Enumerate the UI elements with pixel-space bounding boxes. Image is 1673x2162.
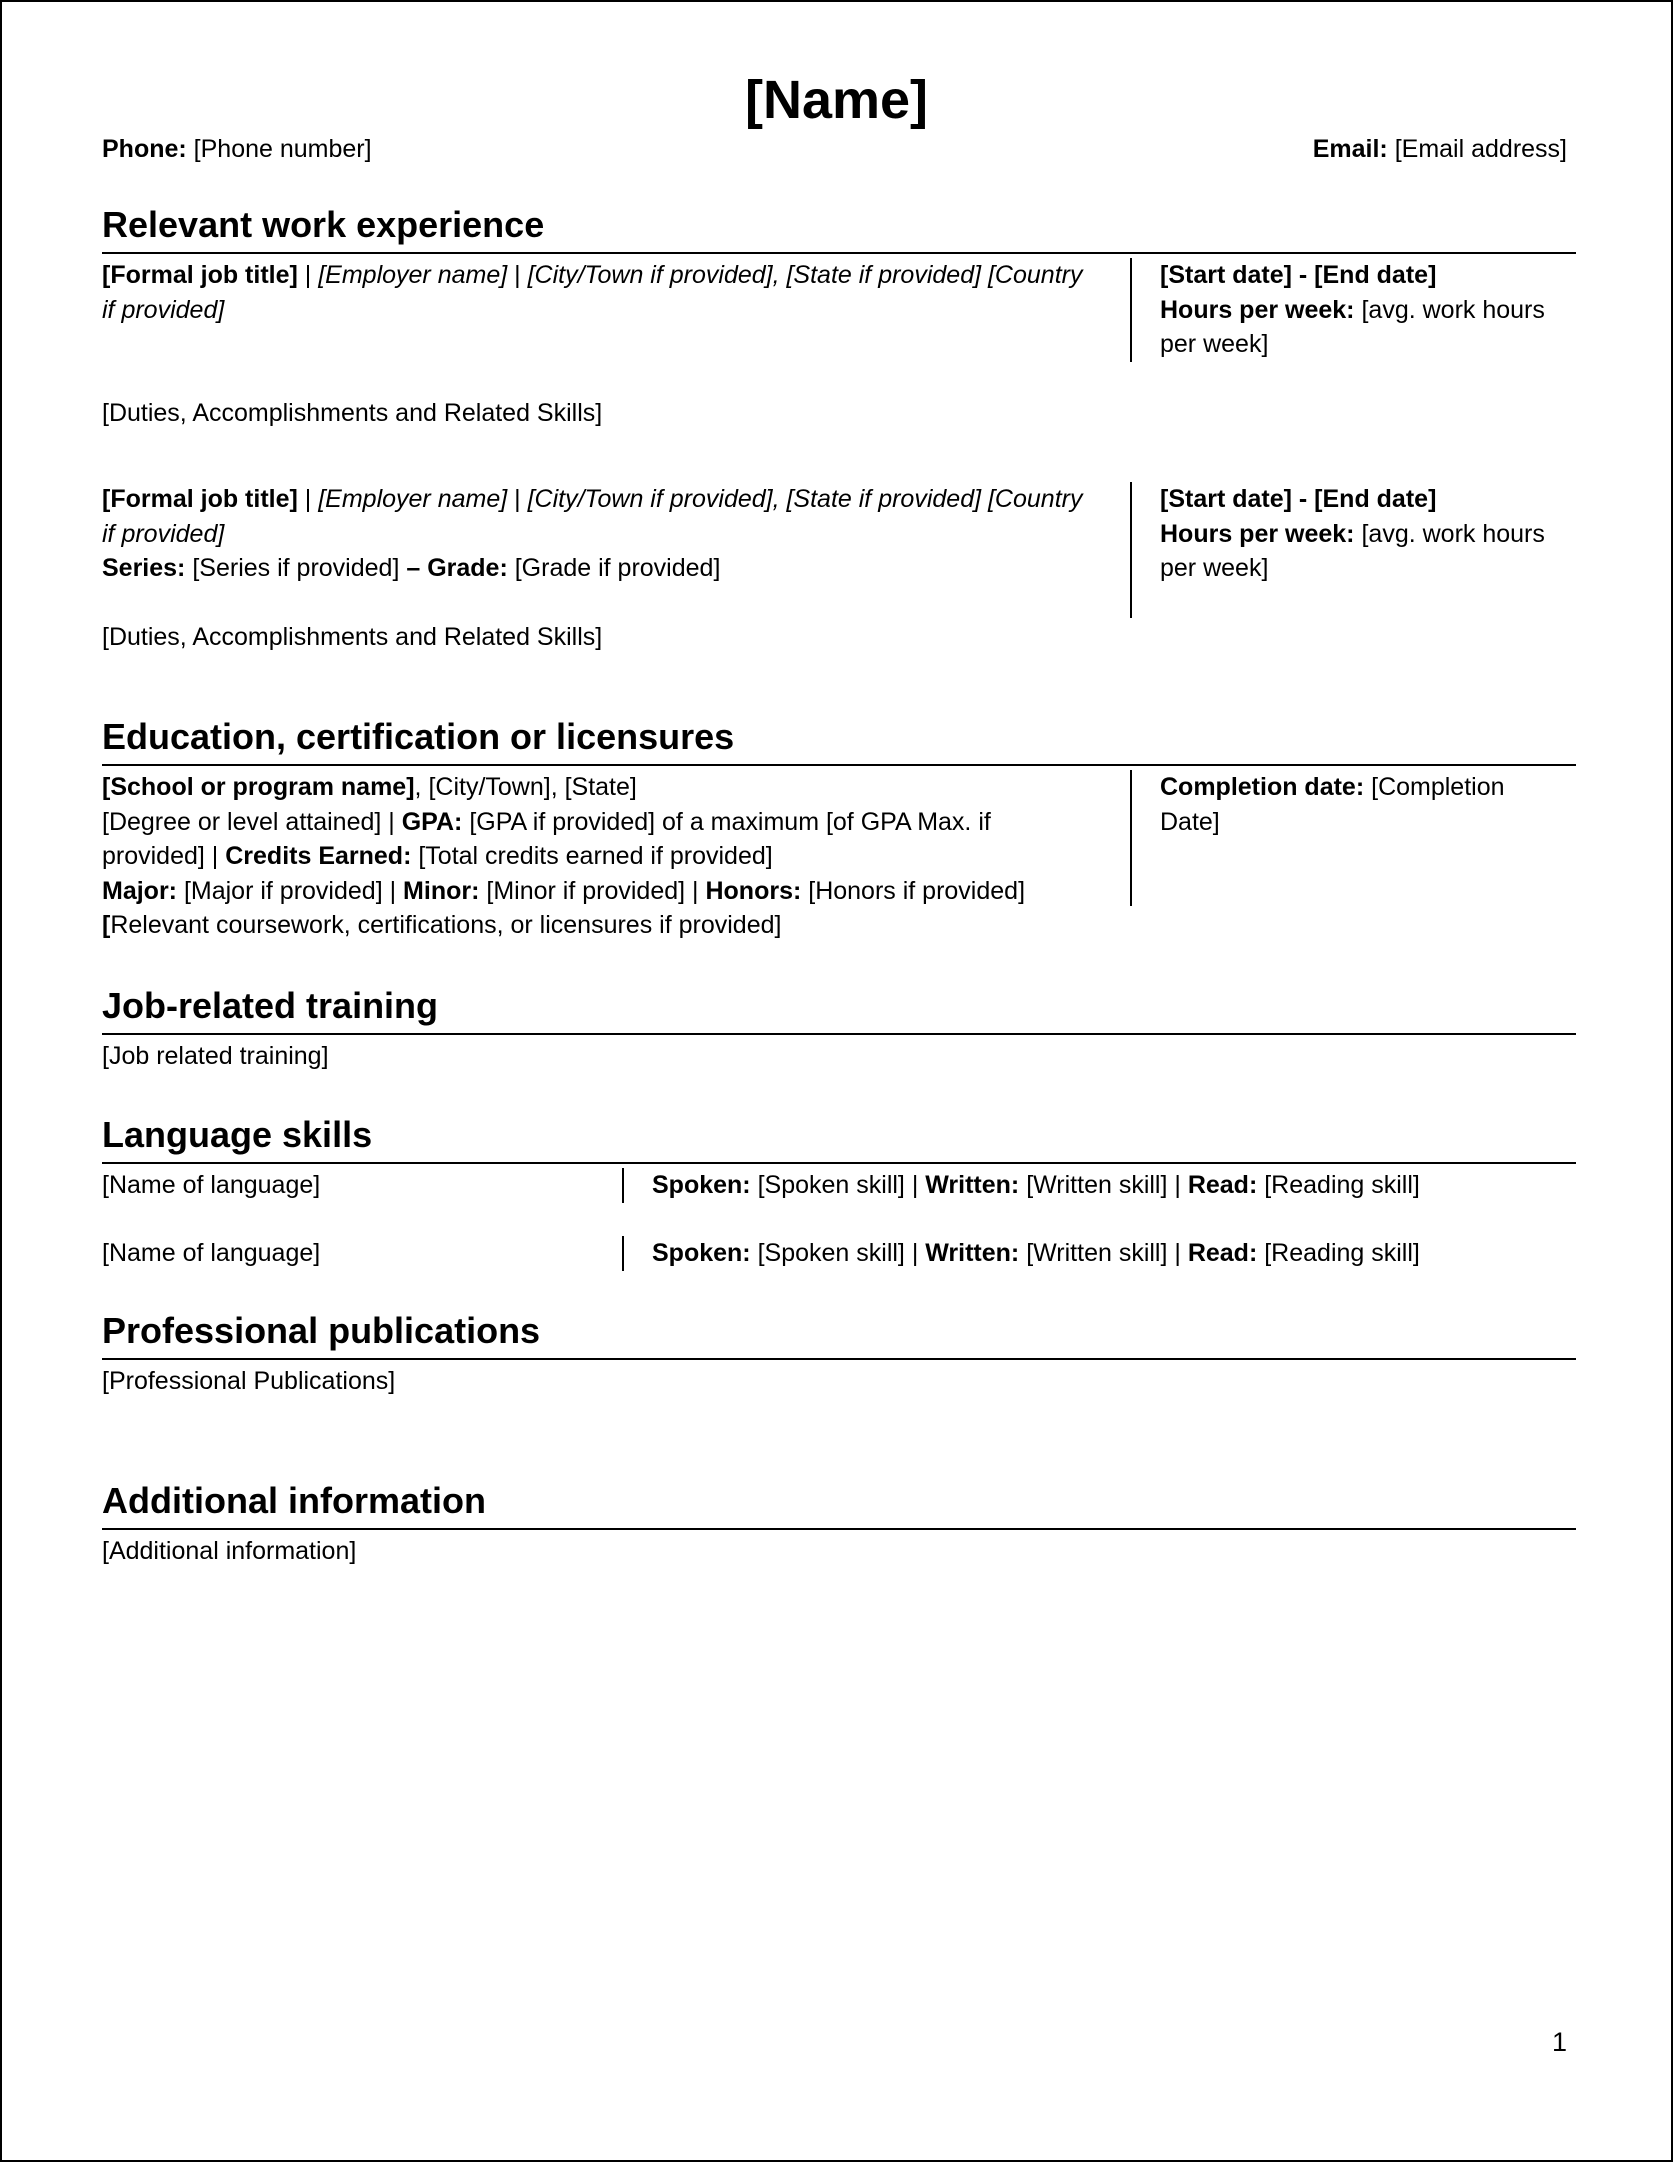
duties-text: [Duties, Accomplishments and Related Skills] <box>102 399 603 427</box>
written-label: Written: <box>925 1171 1020 1199</box>
credits-value: [Total credits earned if provided] <box>418 842 773 870</box>
section-title-publications: Professional publications <box>102 1310 541 1351</box>
spoken-label: Spoken: <box>652 1171 751 1199</box>
job-title: [Formal job title] <box>102 485 298 513</box>
training-text: [Job related training] <box>102 1042 329 1070</box>
work-experience-section <box>102 202 1576 694</box>
school-location: , [City/Town], [State] <box>414 773 637 801</box>
hours-value: [avg. work hours <box>1361 519 1545 548</box>
education-entry <box>102 766 1576 946</box>
publications-section <box>102 1308 1576 1399</box>
spoken-value: [Spoken skill] | <box>757 1239 926 1267</box>
email-value: [Email address] <box>1394 135 1567 163</box>
employer-name: [Employer name] <box>318 485 508 513</box>
written-label: Written: <box>925 1239 1020 1267</box>
section-title-training: Job-related training <box>102 985 439 1026</box>
grade-label: – Grade: <box>406 554 508 582</box>
employer-name: [Employer name] <box>318 261 508 289</box>
job-dates <box>1130 258 1570 362</box>
gpa-cont: provided] | <box>102 842 226 870</box>
page-number: 1 <box>1551 2027 1567 2057</box>
language-section <box>102 1112 1576 1292</box>
separator: | <box>297 485 319 513</box>
job-location: [City/Town if provided], [State if provided] [Country <box>527 485 1083 513</box>
training-section <box>102 983 1576 1074</box>
resume-name: [Name] <box>744 70 929 130</box>
phone-value: [Phone number] <box>193 135 372 163</box>
completion-value: [Completion <box>1371 773 1505 801</box>
hours-value-cont: per week] <box>1160 554 1269 582</box>
gpa-label: GPA: <box>401 807 463 836</box>
degree: [Degree or level attained] | <box>102 807 402 836</box>
read-label: Read: <box>1187 1239 1258 1267</box>
additional-section <box>102 1478 1576 1569</box>
job-location-cont: if provided] <box>102 295 225 324</box>
coursework-bracket: [ <box>102 911 111 939</box>
education-section <box>102 714 1576 946</box>
spoken-label: Spoken: <box>652 1239 751 1267</box>
job-details <box>102 258 1102 327</box>
completion-label: Completion date: <box>1160 773 1365 801</box>
job-location: [City/Town if provided], [State if provided] [Country <box>527 261 1083 289</box>
email-label: Email: <box>1312 135 1388 163</box>
minor-label: Minor: <box>403 876 480 905</box>
series-label: Series: <box>102 554 186 582</box>
coursework: Relevant coursework, certifications, or licensures if provided] <box>110 911 782 939</box>
school-name: [School or program name] <box>102 773 415 801</box>
major-label: Major: <box>102 876 177 905</box>
language-skills <box>622 1236 1420 1271</box>
written-value: [Written skill] | <box>1026 1171 1188 1199</box>
hours-value: [avg. work hours <box>1361 295 1545 324</box>
section-title-languages: Language skills <box>102 1114 373 1155</box>
job-dates <box>1130 482 1570 618</box>
hours-label: Hours per week: <box>1160 295 1355 324</box>
read-value: [Reading skill] <box>1264 1171 1420 1199</box>
spoken-value: [Spoken skill] | <box>757 1171 926 1199</box>
job-location-cont: if provided] <box>102 519 225 548</box>
job-title: [Formal job title] <box>102 261 298 289</box>
gpa-value: [GPA if provided] of a maximum [of GPA Max. if <box>469 807 991 836</box>
separator: | <box>507 485 528 513</box>
job-entry-2 <box>102 485 1576 694</box>
language-row <box>102 1232 1576 1292</box>
read-value: [Reading skill] <box>1264 1239 1420 1267</box>
separator: | <box>507 261 528 289</box>
job-entry-1 <box>102 254 1576 504</box>
phone-label: Phone: <box>102 135 187 163</box>
section-title-additional: Additional information <box>102 1480 486 1521</box>
series-value: [Series if provided] <box>192 554 400 582</box>
separator: | <box>297 261 319 289</box>
publications-text: [Professional Publications] <box>102 1367 396 1395</box>
read-label: Read: <box>1187 1171 1258 1199</box>
job-duties <box>102 396 1102 431</box>
honors-label: Honors: <box>705 876 802 905</box>
job-details <box>102 482 1102 586</box>
job-duties <box>102 620 1102 655</box>
education-details <box>102 770 1102 943</box>
hours-label: Hours per week: <box>1160 519 1355 548</box>
language-skills <box>622 1168 1420 1203</box>
job-date-range: [Start date] - [End date] <box>1160 261 1437 289</box>
language-name: [Name of language] <box>102 1239 321 1267</box>
language-row <box>102 1164 1576 1232</box>
phone-line <box>102 132 372 166</box>
hours-value-cont: per week] <box>1160 330 1269 358</box>
major-value: [Major if provided] | <box>183 876 404 905</box>
written-value: [Written skill] | <box>1026 1239 1188 1267</box>
minor-value: [Minor if provided] | <box>486 876 706 905</box>
grade-value: [Grade if provided] <box>514 554 721 582</box>
email-line <box>1313 132 1567 166</box>
honors-value: [Honors if provided] <box>808 876 1026 905</box>
credits-label: Credits Earned: <box>225 842 412 870</box>
section-title-work: Relevant work experience <box>102 204 545 245</box>
duties-text: [Duties, Accomplishments and Related Skills] <box>102 623 603 651</box>
language-name: [Name of language] <box>102 1171 321 1199</box>
job-date-range: [Start date] - [End date] <box>1160 485 1437 513</box>
section-title-education: Education, certification or licensures <box>102 716 735 757</box>
completion-date <box>1130 770 1570 906</box>
completion-value-cont: Date] <box>1160 807 1220 836</box>
additional-text: [Additional information] <box>102 1537 357 1565</box>
